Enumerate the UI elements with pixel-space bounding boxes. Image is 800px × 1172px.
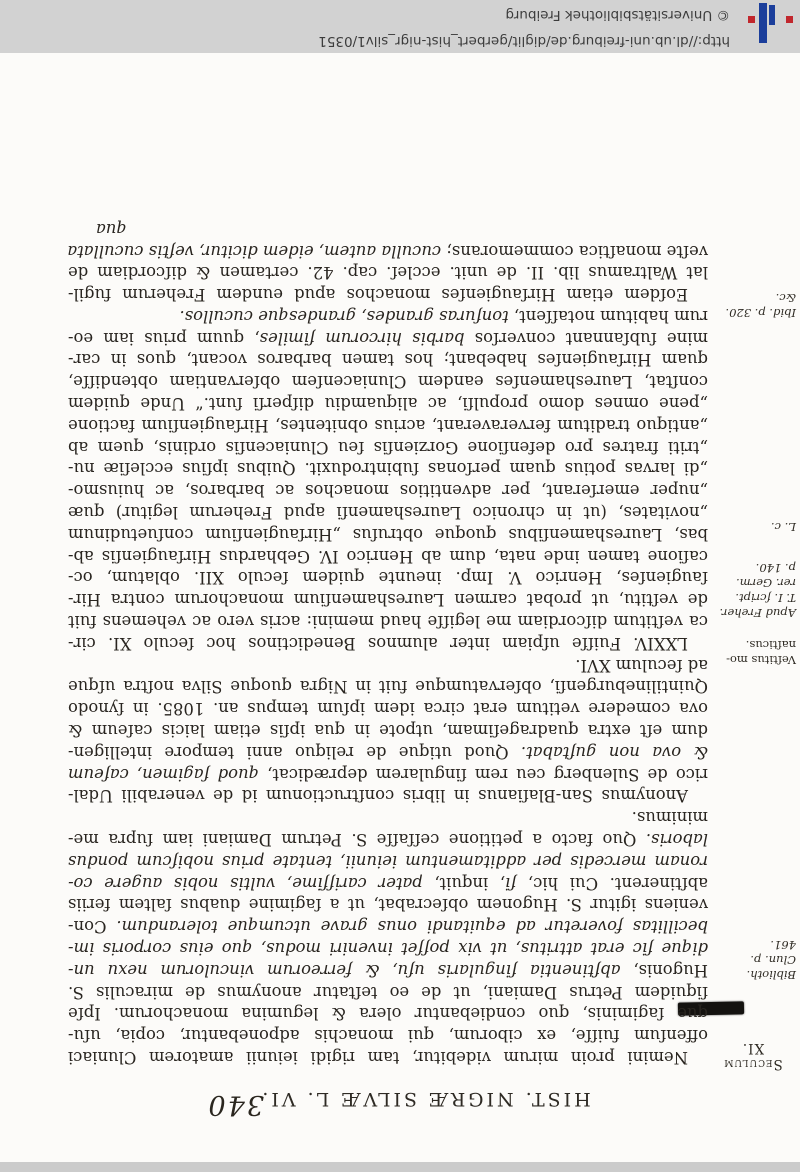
text-line: minimus. [631, 808, 708, 828]
text-line: rum habitum notaſſent, tonſuras grandes, grandesque cucullos. [179, 306, 708, 326]
text-line: ova comedere vetitum erat circa idem ipſum tempus an. 1085. in ſynodo [68, 699, 708, 719]
text-line: dum eſt extra quadrageſimam, utpote in qua ipſis etiam laicis caſeum & [68, 721, 708, 741]
logo-red-square-right [748, 16, 755, 23]
text-line: mine ſubſannant converſos barbis hircorum ſimiles, quum prius iam eo- [68, 328, 708, 348]
book-page [0, 53, 800, 1162]
page-number: 340 [206, 1089, 264, 1120]
text-line: Nemini proin mirum videbitur, tam rigidi ieiunii amatorem Cluniaci [68, 1048, 688, 1067]
text-line: dique ſic erat attritus, ut vix poſſet inveniri modus, quo eius corporis im- [68, 939, 708, 959]
text-line: rico de Sulenberg ceu rem ſingularem deprædicat, quod ſagimen, caſeum [68, 764, 708, 784]
text-line: lat Waltramus lib. II. de unit. eccleſ. cap. 42. certamen & diſcordiam de [68, 263, 708, 283]
margin-note-vestitus-monasticus: Veſtitus mo- naſticus. [726, 638, 796, 667]
text-line: LXXIV. Fuiſſe uſpiam inter alumnos Benedictinos hoc ſeculo XI. cir- [68, 633, 688, 653]
margin-note-apud-freher: Apud Freher. T. I. ſcript. rer. Germ. p. 140. [719, 561, 796, 620]
text-line: bas, Laureshamenſibus quoque obtruſus „Hirſaugienſium conſuetudinum [68, 524, 708, 544]
logo-red-square-left [786, 16, 793, 23]
text-line: ad ſeculum XVI. [575, 655, 708, 675]
text-line: ronam mercedis per additamentum ieiunii, tentate prius nobiſcum pondus [68, 851, 708, 871]
margin-note-ibid: Ibid. p. 320. &c. [725, 291, 796, 320]
text-line: abſtinerent. Cui hic, ſi, inquit, pater cariſſime, vultis nobis augere co- [68, 873, 708, 893]
text-line: offenſum fuiſſe, ex ciborum, qui monachis adponebantur, copia, uſu- [68, 1026, 708, 1046]
text-line: „triti fratres pro defenſione Gorzienſis ſeu Cluniacenſis ordinis, quem ab [68, 437, 708, 457]
text-line: ca veſtitum diſcordiam me legiſſe haud memini: acris vero ac vehemens fuit [68, 612, 708, 632]
text-line: caſione tamen inde nata, dum ab Henrico IV. Gebhardus Hirſaugienſis ab- [68, 546, 708, 566]
margin-note-biblioth-clun: Biblioth. Clun. p. 461. [746, 938, 796, 982]
text-line: Eoſdem etiam Hirſaugienſes monachos apud eundem Freherum fugil- [68, 285, 688, 305]
text-line: „di larvas potius quam perſonas ſubintroduxit. Quibus ipſius eccleſiæ nu- [68, 459, 708, 479]
text-line: Anonymus San-Blaſianus in libris conſtructionum id de venerabili Udal- [68, 786, 688, 806]
text-line: ſaugienſes, Henrico V. Imp. ineunte quidem ſeculo XII. oblatum, oc- [68, 568, 708, 588]
text-line: conſtat, Laureshamenſes eandem Cluniacenſem obſervantiam obtendiſſe, [68, 372, 708, 392]
text-line: de veſtitu, ut probat carmen Laureshamenſium monachorum contra Hir- [68, 590, 708, 610]
margin-note-seculum-xi: Seculum XI. [723, 1040, 783, 1072]
catchword-line: qua [96, 219, 127, 239]
text-line: & ova non guſtabat. Quod utique de reliquo anni tempore intelligen- [68, 742, 708, 762]
logo-blue-bar-short [769, 5, 775, 25]
text-line: „nuper emerſerant, per adventitios monachos ac barbaros, ac huiusmo- [68, 481, 708, 501]
text-block [68, 218, 708, 1068]
logo-blue-bar-tall [759, 3, 767, 43]
text-line: que ſagiminis, quo condiebantur olera & legumina monachorum. Ipſe [68, 1004, 708, 1024]
text-line: Quintilineburgenſi, obſervatumque fuit in Nigra quoque Silva noſtra uſque [68, 677, 708, 697]
margin-note-l-c: L. c. [770, 520, 796, 534]
text-line: „novitates, (ut in chronico Laureshamenſi apud Freherum legitur) quæ [68, 503, 708, 523]
viewer-footer-band [0, 0, 800, 53]
text-line: veniens igitur S. Hugonem obſecrabat, ut a ſagimine duabus ſaltem feriis [68, 895, 708, 915]
text-line: becillitas foveretur ad equitandi onus grave utcumque tolerandum. Con- [68, 917, 708, 937]
text-line: „antiquo traditum ferveraverant, acrius obnitentes, Hirſaugienſium factione [68, 415, 708, 435]
text-line: quam Hirſaugienſes habebant; hos tamen barbaros vocant, quos in car- [68, 350, 708, 370]
ub-freiburg-logo-icon [740, 0, 800, 53]
text-line: „pene omnes domo propulſi, ac aliquamdiu diſperſi ſunt.“ Unde quidem [68, 394, 708, 414]
text-line: Hugonis, abſtinentia ſingularis uſu, & ferreorum vinculorum nexu un- [68, 960, 708, 980]
text-line: laboris. Quo facto a petitione ceſſaſſe S. Petrum Damiani iam ſupra me- [68, 830, 708, 850]
text-line: ſiquidem Petrus Damiani, ut de eo teſtatur anonymus de miraculis S. [68, 982, 708, 1002]
scan-edge-strip [0, 1162, 800, 1172]
running-title: HIST. NIGRÆ SILVÆ L. VI. [259, 1088, 591, 1110]
source-url: http://dl.ub.uni-freiburg.de/diglit/gerbert_hist-nigr_silv1/0351 [318, 33, 730, 49]
copyright-notice: © Universitätsbibliothek Freiburg [505, 7, 730, 23]
text-line: veſte monaſtica commemorans; cuculla autem, eidem dicitur, veſtis cucullata [67, 241, 708, 261]
